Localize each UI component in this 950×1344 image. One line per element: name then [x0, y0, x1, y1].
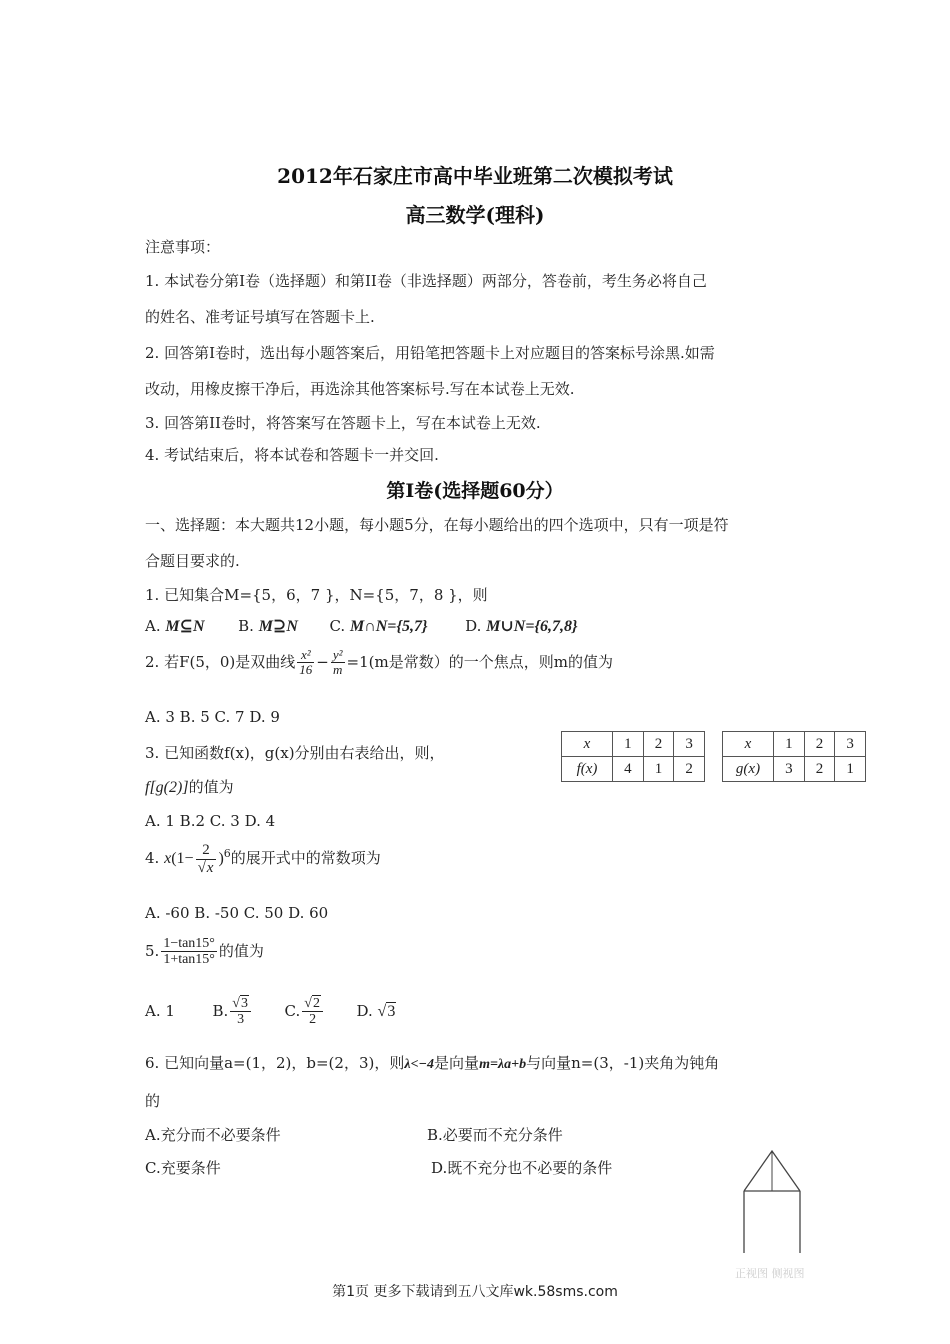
- q2-frac1-den: 16: [299, 662, 313, 678]
- q4-power: 6: [223, 847, 231, 860]
- q3-options: A. 1 B.2 C. 3 D. 4: [145, 812, 276, 830]
- q5-stem: [145, 936, 264, 968]
- q3-table-g: [722, 731, 866, 782]
- q1-option-c-label: C.: [329, 617, 346, 635]
- q2-frac1-num: x²: [297, 648, 314, 663]
- q2-options: A. 3 B. 5 C. 7 D. 9: [145, 708, 280, 726]
- section-1-intro-line-1: 一、选择题：本大题共12小题，每小题5分，在每小题给出的四个选项中，只有一项是符: [145, 516, 729, 534]
- q2-stem: [145, 648, 613, 678]
- q6-part-1: 6. 已知向量a=(1，2)，b=(2，3)，则: [145, 1054, 405, 1072]
- q4-suffix: 的展开式中的常数项为: [230, 849, 381, 867]
- section-1-intro-line-2: 合题目要求的.: [145, 552, 240, 570]
- q1-option-b-math: M⊇N: [258, 618, 298, 635]
- table-g-header-2: 2: [804, 732, 835, 757]
- house-figure: [735, 1145, 810, 1255]
- q4-x: x: [164, 850, 172, 867]
- notice-item-1-line-2: 的姓名、准考证号填写在答题卡上.: [145, 308, 375, 326]
- q1-option-b-label: B.: [238, 617, 254, 635]
- q3-table-f: [561, 731, 705, 782]
- q6-condition: λ<−4: [404, 1057, 435, 1072]
- q6-option-c: C.充要条件: [145, 1159, 221, 1177]
- q2-fraction-2: [331, 648, 345, 678]
- q6-part-3: 与向量n=(3，-1)夹角为钝角: [526, 1054, 720, 1072]
- table-f-row-label: f(x): [562, 757, 613, 782]
- q5-fraction-num: 1−tan15°: [163, 936, 215, 951]
- q6-stem-line-2: 的: [145, 1092, 161, 1110]
- q1-stem: 1. 已知集合M={5，6，7 }，N={5，7，8 }，则: [145, 586, 488, 604]
- table-g-value-2: 2: [804, 757, 835, 782]
- page-footer: 第1页 更多下载请到五八文库wk.58sms.com: [332, 1284, 618, 1300]
- table-f-value-1: 4: [613, 757, 644, 782]
- table-g-header-3: 3: [835, 732, 866, 757]
- q5-options: A. 1 B. $\frac{√3}{3}$ C. $\frac{√2}{2}$ D. √3: [145, 996, 396, 1028]
- q4-fraction-den: √x: [197, 859, 214, 876]
- table-f-value-3: 2: [674, 757, 705, 782]
- q6-vector: m=λa+b: [479, 1057, 527, 1072]
- q1-option-d-math: M∪N={6,7,8}: [486, 618, 578, 635]
- page-subtitle: 高三数学(理科): [405, 203, 545, 227]
- notice-item-1-line-1: 1. 本试卷分第Ⅰ卷（选择题）和第II卷（非选择题）两部分，答卷前，考生务必将自己: [145, 272, 707, 290]
- q6-option-a: A.充分而不必要条件: [145, 1126, 281, 1144]
- q2-suffix: (m是常数）的一个焦点，则m的值为: [368, 652, 613, 671]
- q5-prefix: 5.: [145, 941, 160, 960]
- q5-option-d-label: D.: [356, 1001, 373, 1020]
- q5-option-b-label: B.: [212, 1001, 229, 1020]
- q4-close: ): [218, 850, 224, 867]
- table-f-value-2: 1: [643, 757, 674, 782]
- table-g-header-1: 1: [774, 732, 805, 757]
- q2-eq: =1: [346, 652, 369, 671]
- q6-option-d: D.既不充分也不必要的条件: [431, 1159, 613, 1177]
- q6-stem: [145, 1052, 719, 1073]
- figure-faint-caption: 正视图 侧视图: [735, 1267, 805, 1280]
- q1-options: [145, 616, 578, 636]
- q5-option-b-den: 3: [237, 1012, 245, 1028]
- q4-prefix: 4.: [145, 849, 160, 867]
- table-g-value-1: 3: [774, 757, 805, 782]
- q5-fraction-den: 1+tan15°: [163, 952, 215, 968]
- table-f-header-1: 1: [613, 732, 644, 757]
- q5-option-b-fraction: $\frac{√3}{3}$: [230, 996, 251, 1028]
- notice-item-2-line-2: 改动，用橡皮擦干净后，再选涂其他答案标号.写在本试卷上无效.: [145, 380, 575, 398]
- q1-option-a-math: M⊆N: [165, 618, 205, 635]
- q4-open: (1−: [171, 850, 194, 867]
- table-f-header-3: 3: [674, 732, 705, 757]
- section-1-title: 第Ⅰ卷(选择题60分）: [386, 480, 564, 502]
- q1-option-c-math: M∩N={5,7}: [349, 618, 428, 635]
- notice-heading: 注意事项：: [145, 238, 221, 256]
- q5-option-c-label: C.: [284, 1001, 301, 1020]
- q2-minus: −: [316, 652, 329, 671]
- q3-expression: f[g(2)]: [145, 779, 189, 796]
- q5-option-c-fraction: $\frac{√2}{2}$: [302, 996, 323, 1028]
- table-g-value-3: 1: [835, 757, 866, 782]
- q5-option-d-value: 3: [387, 1002, 396, 1020]
- q5-fraction: [161, 936, 217, 968]
- q2-fraction-1: [297, 648, 314, 678]
- q5-suffix: 的值为: [218, 941, 264, 960]
- table-f-header-2: 2: [643, 732, 674, 757]
- q1-option-a-label: A.: [145, 617, 161, 635]
- q2-prefix: 2. 若F(5，0)是双曲线: [145, 652, 296, 671]
- q3-expression-line: [145, 776, 234, 797]
- q6-part-2: 是向量: [434, 1054, 480, 1072]
- table-f-header-x: x: [562, 732, 613, 757]
- notice-item-3: 3. 回答第II卷时，将答案写在答题卡上，写在本试卷上无效.: [145, 414, 541, 432]
- q4-fraction: [196, 842, 217, 876]
- q4-stem: [145, 842, 381, 876]
- q5-option-b-num: 3: [240, 996, 248, 1011]
- q4-fraction-num: 2: [196, 842, 217, 860]
- q5-option-c-den: 2: [309, 1012, 317, 1028]
- q2-frac2-den: m: [333, 662, 343, 678]
- q4-options: A. -60 B. -50 C. 50 D. 60: [145, 904, 329, 922]
- page-title: 2012年石家庄市高中毕业班第二次模拟考试: [277, 164, 673, 188]
- q3-expression-suffix: 的值为: [188, 778, 234, 796]
- q5-option-c-num: 2: [312, 996, 320, 1011]
- q2-frac2-num: y²: [332, 647, 343, 662]
- q5-option-a: A. 1: [145, 1001, 175, 1020]
- q6-option-b: B.必要而不充分条件: [427, 1126, 563, 1144]
- table-g-header-x: x: [723, 732, 774, 757]
- q3-stem: 3. 已知函数f(x)，g(x)分别由右表给出，则，: [145, 744, 445, 762]
- notice-item-2-line-1: 2. 回答第Ⅰ卷时，选出每小题答案后，用铅笔把答题卡上对应题目的答案标号涂黑.如需: [145, 344, 715, 362]
- q1-option-d-label: D.: [465, 617, 482, 635]
- notice-item-4: 4. 考试结束后，将本试卷和答题卡一并交回.: [145, 446, 439, 464]
- table-g-row-label: g(x): [723, 757, 774, 782]
